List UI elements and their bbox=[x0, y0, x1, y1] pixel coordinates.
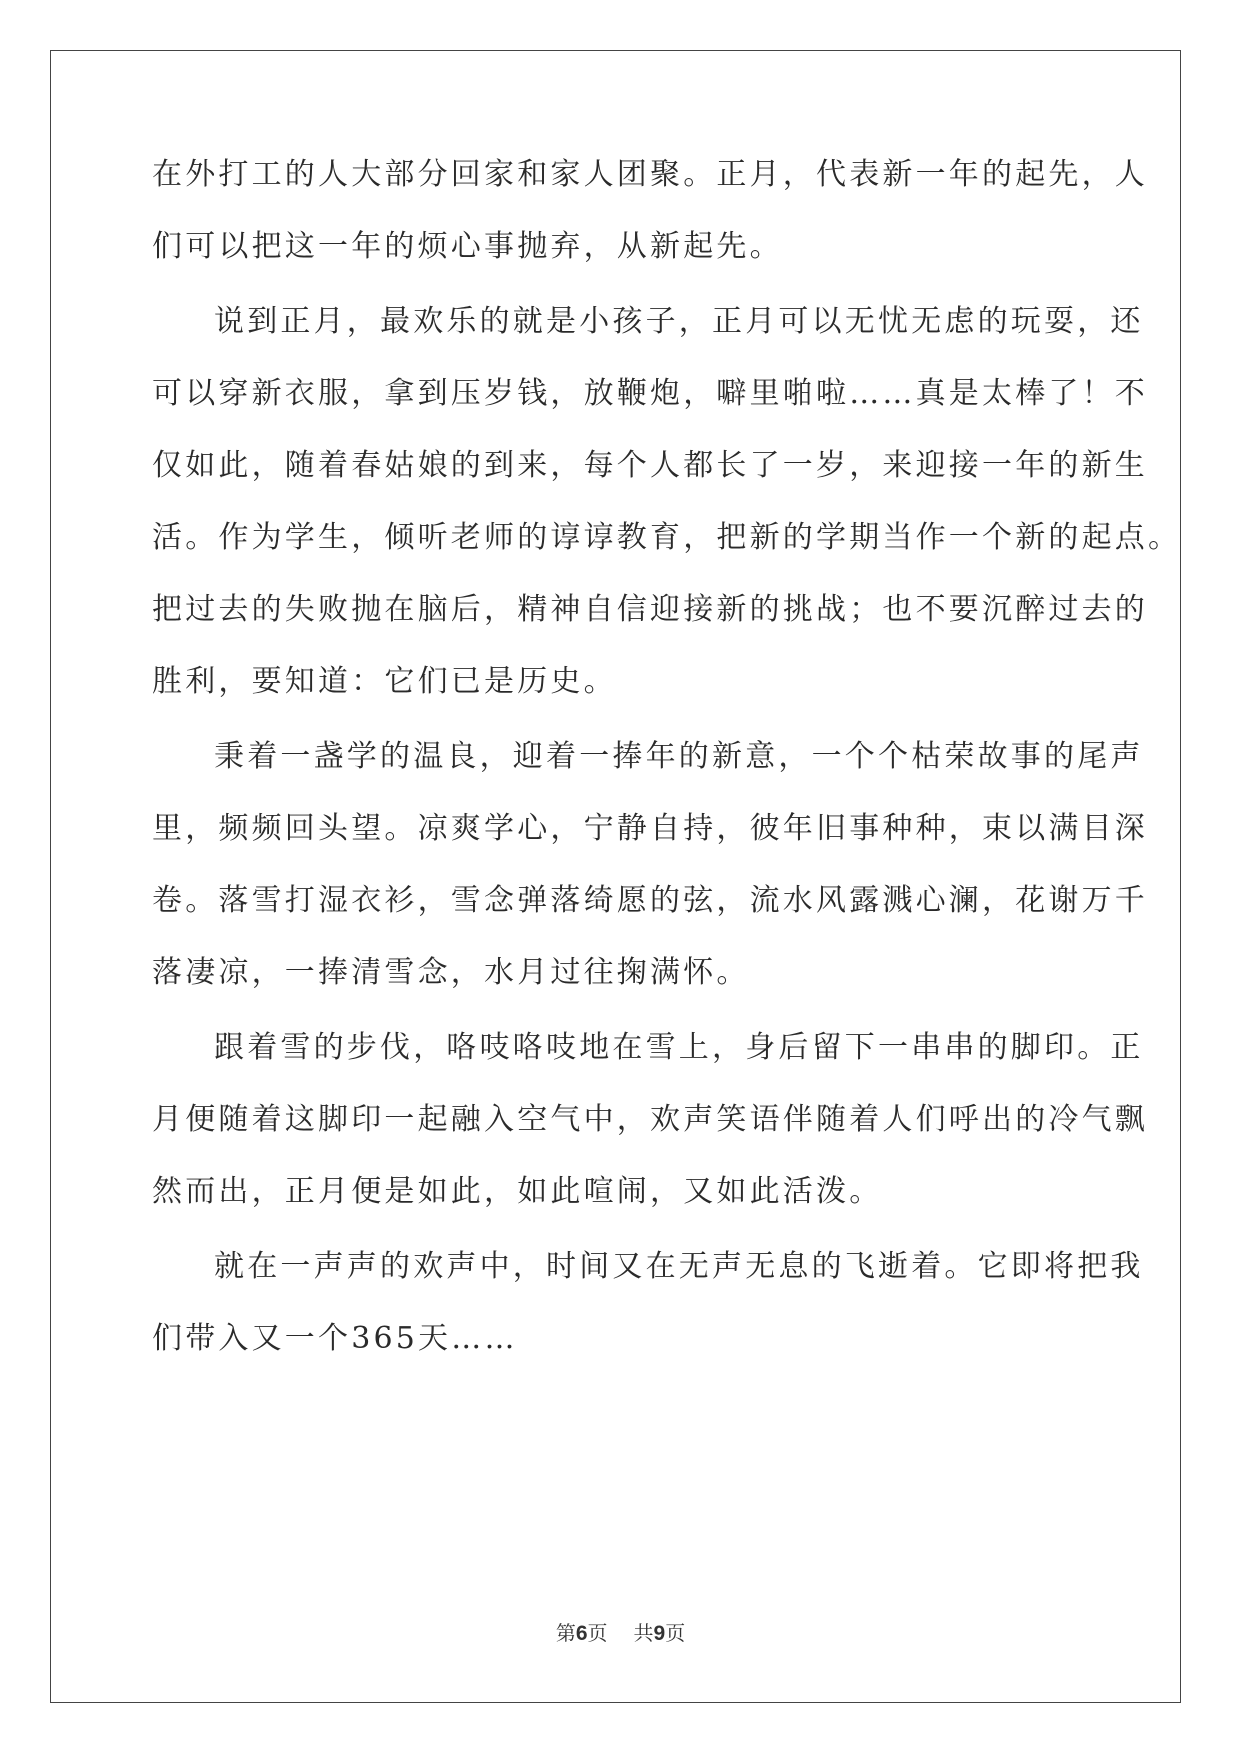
total-page-count: 9 bbox=[653, 1622, 666, 1645]
paragraph-4-line-1: 跟着雪的步伐，咯吱咯吱地在雪上，身后留下一串串的脚印。正 bbox=[214, 1030, 1144, 1065]
page-suffix: 页 bbox=[587, 1621, 608, 1645]
paragraph-4-line-2: 月便随着这脚印一起融入空气中，欢声笑语伴随着人们呼出的冷气飘 bbox=[152, 1102, 1148, 1137]
paragraph-2-line-2: 可以穿新衣服，拿到压岁钱，放鞭炮，噼里啪啦……真是太棒了！不 bbox=[152, 376, 1148, 411]
paragraph-2-line-4: 活。作为学生，倾听老师的谆谆教育，把新的学期当作一个新的起点。 bbox=[152, 520, 1182, 555]
paragraph-3-line-4: 落凄凉，一捧清雪念，水月过往掬满怀。 bbox=[152, 955, 750, 990]
total-suffix: 页 bbox=[665, 1621, 686, 1645]
page-border bbox=[50, 50, 1181, 1703]
paragraph-4-line-3: 然而出，正月便是如此，如此喧闹，又如此活泼。 bbox=[152, 1174, 883, 1209]
paragraph-5-line-1: 就在一声声的欢声中，时间又在无声无息的飞逝着。它即将把我 bbox=[214, 1249, 1144, 1284]
paragraph-3-line-2: 里，频频回头望。凉爽学心，宁静自持，彼年旧事种种，束以满目深 bbox=[152, 811, 1148, 846]
paragraph-2-line-3: 仅如此，随着春姑娘的到来，每个人都长了一岁，来迎接一年的新生 bbox=[152, 448, 1148, 483]
paragraph-1-line-2: 们可以把这一年的烦心事抛弃，从新起先。 bbox=[152, 229, 783, 264]
paragraph-2-line-1: 说到正月，最欢乐的就是小孩子，正月可以无忧无虑的玩耍，还 bbox=[214, 304, 1144, 339]
paragraph-2-line-5: 把过去的失败抛在脑后，精神自信迎接新的挑战；也不要沉醉过去的 bbox=[152, 592, 1148, 627]
current-page-number: 6 bbox=[575, 1622, 588, 1645]
paragraph-3-line-1: 秉着一盏学的温良，迎着一捧年的新意，一个个枯荣故事的尾声 bbox=[214, 739, 1144, 774]
paragraph-3-line-3: 卷。落雪打湿衣衫，雪念弹落绮愿的弦，流水风露溅心澜，花谢万千 bbox=[152, 883, 1148, 918]
page-footer bbox=[0, 1617, 1241, 1646]
page-prefix: 第 bbox=[555, 1621, 576, 1645]
paragraph-2-line-6: 胜利，要知道：它们已是历史。 bbox=[152, 664, 617, 699]
paragraph-1-line-1: 在外打工的人大部分回家和家人团聚。正月，代表新一年的起先，人 bbox=[152, 157, 1148, 192]
paragraph-5-line-2: 们带入又一个365天…… bbox=[152, 1321, 518, 1356]
total-prefix: 共 bbox=[633, 1621, 654, 1645]
